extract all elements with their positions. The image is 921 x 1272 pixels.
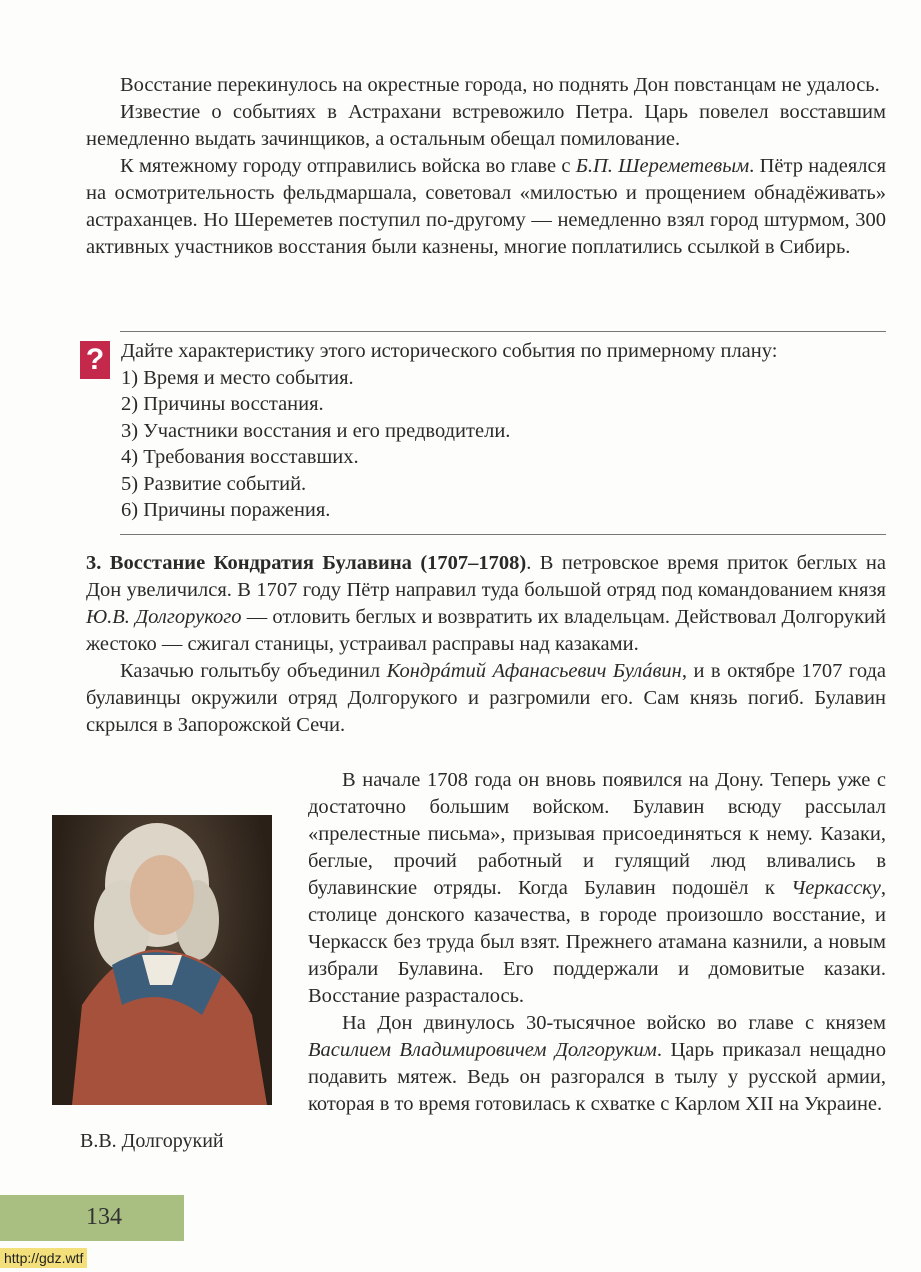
portrait-caption: В.В. Долгорукий bbox=[80, 1130, 224, 1152]
question-item: 6) Причины поражения. bbox=[121, 499, 331, 521]
paragraph bbox=[308, 767, 886, 1010]
portrait-image bbox=[52, 815, 272, 1105]
question-item: 5) Развитие событий. bbox=[121, 472, 307, 495]
italic-name: Б.П. Шереметевым bbox=[575, 155, 750, 177]
section-3-continued bbox=[308, 767, 886, 1118]
paragraph bbox=[86, 550, 886, 658]
text: . Пётр надеялся на осмотрительность фельдмаршала, советовал «милостью и прощением обнадёживать» астраханцев. Но Шереметев поступил по-другому — немедленно взял город штурмом, 300 активных участников восстания были казнены, многие поплатились ссылкой в Сибирь. bbox=[86, 155, 887, 258]
page-number: 134 bbox=[86, 1204, 122, 1230]
paragraph: Восстание перекинулось на окрестные города, но поднять Дон повстанцам не удалось. bbox=[120, 74, 880, 96]
section-heading: 3. Восстание Кондратия Булавина (1707–1708) bbox=[86, 552, 527, 574]
text: . В петровское время приток беглых на Дон увеличился. В 1707 году Пётр направил туда большой отряд под командованием князя bbox=[86, 552, 886, 601]
text: На Дон двинулось 30-тысячное войско во главе с князем bbox=[342, 1012, 886, 1034]
italic-name: Кондрáтий Афанасьевич Булáвин bbox=[386, 660, 682, 682]
portrait-illustration bbox=[52, 815, 272, 1105]
divider bbox=[120, 534, 886, 535]
paragraph: Известие о событиях в Астрахани встревожило Петра. Царь повелел восставшим немедленно выдать зачинщиков, а остальным обещал помилование. bbox=[86, 101, 886, 150]
text: В начале 1708 года он вновь появился на Дону. Теперь уже с достаточно большим войском. Булавин всюду рассылал «прелестные письма», призывая присоединяться к нему. Казаки, беглые, прочий работный и гулящий люд вливались в булавинские отряды. Когда Булавин подошёл к bbox=[308, 769, 886, 899]
question-item: 1) Время и место события. bbox=[121, 366, 354, 389]
paragraph bbox=[308, 1010, 886, 1118]
divider bbox=[120, 331, 886, 332]
text: . Царь приказал нещадно подавить мятеж. Ведь он разгоралcя в тылу у русской армии, которая в то время готовилась к схватке с Карлом XII на Украине. bbox=[308, 1039, 887, 1115]
italic-name: Василием Владимировичем Долгоруким bbox=[308, 1039, 657, 1061]
watermark-link[interactable]: http://gdz.wtf bbox=[0, 1248, 87, 1268]
text: Казачью голытьбу объединил bbox=[120, 660, 387, 682]
question-item: 4) Требования восставших. bbox=[121, 446, 359, 468]
text: К мятежному городу отправились войска во главе с bbox=[120, 155, 576, 177]
question-icon: ? bbox=[80, 341, 110, 379]
paragraph bbox=[86, 658, 886, 739]
paragraph bbox=[86, 153, 886, 261]
question-intro: Дайте характеристику этого исторического события по примерному плану: bbox=[121, 340, 778, 362]
text: , и в октябре 1707 года булавинцы окружили отряд Долгорукого и разгромили его. Сам князь погиб. Булавин скрылся в Запорожской Сечи. bbox=[86, 660, 887, 736]
italic-name: Ю.В. Долгорукого bbox=[86, 606, 242, 628]
text: — отловить беглых и возвратить их владельцам. Действовал Долгорукий жестоко — сжигал станицы, устраивал расправы над казаками. bbox=[86, 606, 886, 655]
question-item: 2) Причины восстания. bbox=[121, 393, 324, 415]
question-block bbox=[121, 338, 891, 524]
text: , столице донского казачества, в городе произошло восстание, и Черкасск без труда был взят. Прежнего атамана казнили, а новым избрали Булавина. Его поддержали и домовитые казаки. Восстание разрасталось. bbox=[308, 877, 886, 1007]
intro-text bbox=[86, 72, 886, 261]
section-3 bbox=[86, 550, 886, 739]
question-item: 3) Участники восстания и его предводители. bbox=[121, 419, 511, 442]
italic-name: Черкасску bbox=[791, 877, 881, 899]
